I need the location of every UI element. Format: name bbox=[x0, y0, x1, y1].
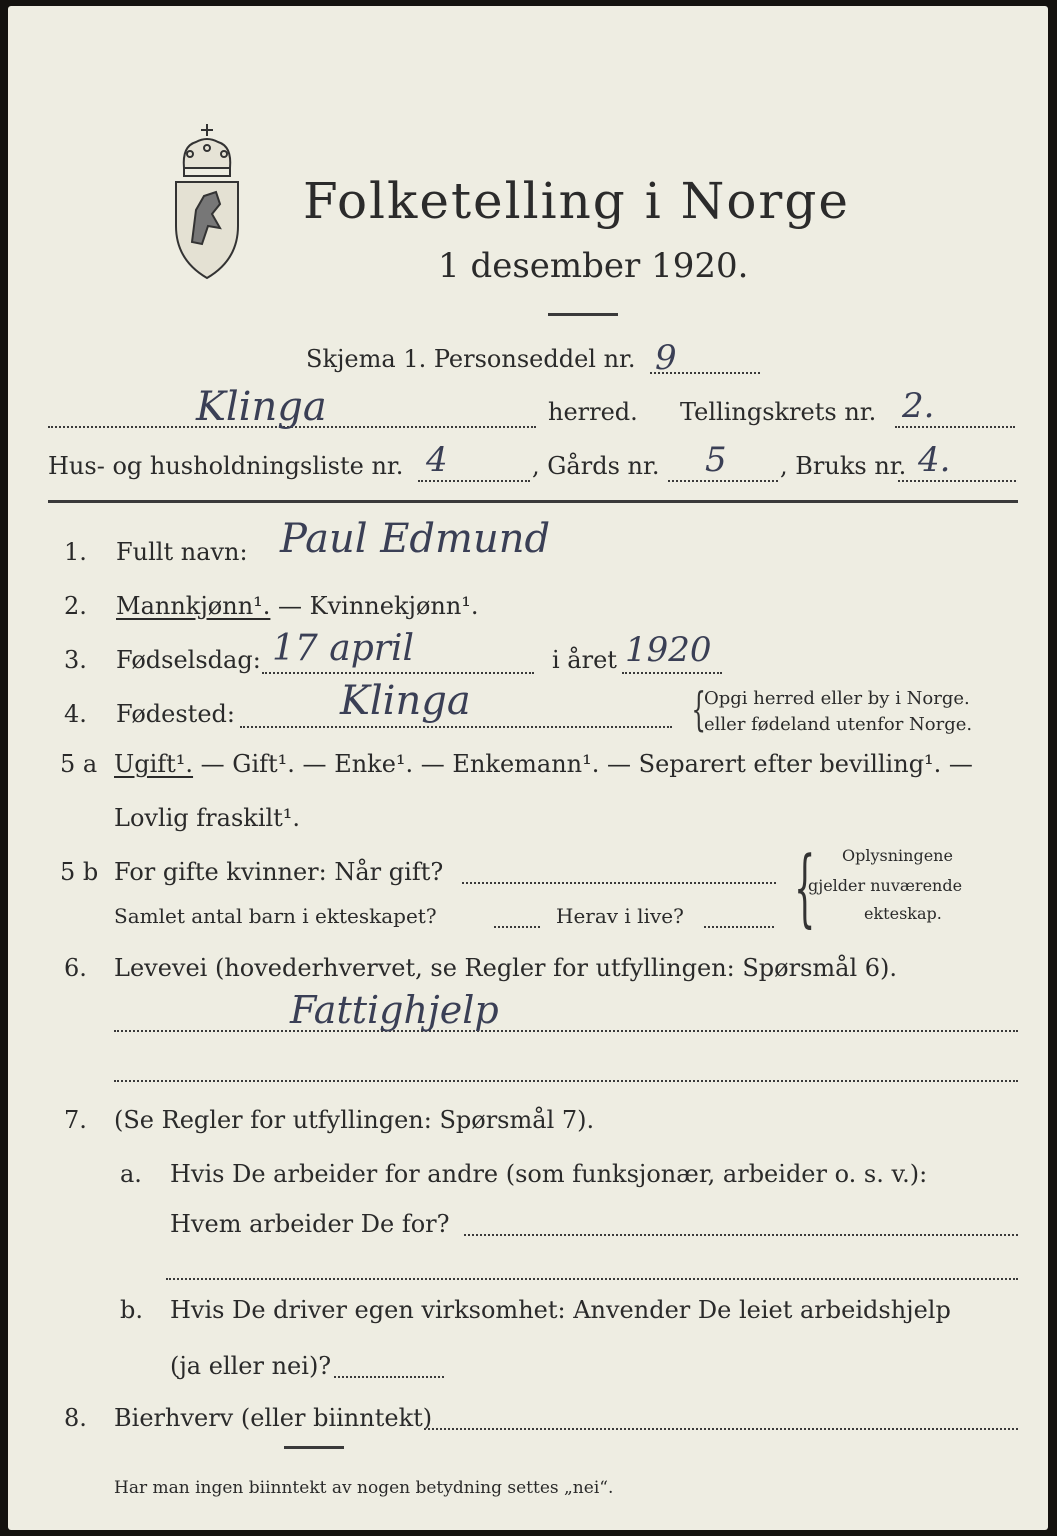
q5b-label: For gifte kvinner: Når gift? bbox=[114, 858, 444, 886]
q5b-dotline bbox=[462, 882, 776, 884]
q5a-number: 5 a bbox=[60, 750, 98, 778]
footer-note: Har man ingen biinntekt av nogen betydning settes „nei“. bbox=[114, 1478, 614, 1498]
q7a-text: Hvis De arbeider for andre (som funksjonær, arbeider o. s. v.): bbox=[170, 1160, 928, 1188]
q4-brace-icon: { bbox=[691, 682, 706, 736]
q5b-barn-dotline bbox=[494, 926, 540, 928]
q7b-letter: b. bbox=[120, 1296, 143, 1324]
q7b-dotline bbox=[334, 1376, 444, 1378]
bruks-label: , Bruks nr. bbox=[780, 452, 907, 480]
q5b-live-dotline bbox=[704, 926, 774, 928]
form-date: 1 desember 1920. bbox=[438, 246, 749, 286]
q2-male-option: Mannkjønn¹. bbox=[116, 592, 271, 620]
q5b-number: 5 b bbox=[60, 858, 99, 886]
q4-note-line1: Opgi herred eller by i Norge. bbox=[704, 688, 970, 709]
gards-dotline bbox=[668, 480, 778, 482]
hus-dotline bbox=[418, 480, 530, 482]
hus-label: Hus- og husholdningsliste nr. bbox=[48, 452, 404, 480]
q5b-brace-icon: { bbox=[794, 838, 816, 936]
q6-value: Fattighjelp bbox=[290, 988, 499, 1032]
q3-dotline bbox=[262, 672, 534, 674]
skjema-number: 9 bbox=[655, 338, 677, 378]
tellingskrets-dotline bbox=[895, 426, 1015, 428]
q7b-text: Hvis De driver egen virksomhet: Anvender De leiet arbeidshjelp bbox=[170, 1296, 951, 1324]
q5b-line2-live: Herav i live? bbox=[556, 904, 684, 928]
q4-note-line2: eller fødeland utenfor Norge. bbox=[704, 714, 973, 735]
q4-dotline bbox=[240, 726, 672, 728]
q8-number: 8. bbox=[64, 1404, 87, 1432]
q1-value: Paul Edmund bbox=[280, 516, 551, 562]
q6-number: 6. bbox=[64, 954, 87, 982]
q4-number: 4. bbox=[64, 700, 87, 728]
q5a-other-options: — Gift¹. — Enke¹. — Enkemann¹. — Separert efter bevilling¹. — bbox=[193, 750, 973, 778]
q7a-letter: a. bbox=[120, 1160, 142, 1188]
bruks-value: 4. bbox=[918, 440, 951, 480]
skjema-label: Skjema 1. Personseddel nr. bbox=[306, 345, 636, 373]
q2-female-option: Kvinnekjønn¹. bbox=[309, 592, 479, 620]
title-divider bbox=[548, 313, 618, 316]
q4-label: Fødested: bbox=[116, 700, 235, 728]
q3-year-dotline bbox=[622, 672, 722, 674]
q6-dotline-1 bbox=[114, 1030, 1018, 1032]
q2-separator: — bbox=[270, 592, 310, 620]
q4-value: Klinga bbox=[340, 678, 471, 724]
q7a-dotline-1 bbox=[464, 1234, 1018, 1236]
q6-label: Levevei (hovederhvervet, se Regler for utfyllingen: Spørsmål 6). bbox=[114, 954, 898, 982]
tellingskrets-label: Tellingskrets nr. bbox=[680, 398, 877, 426]
q6-dotline-2 bbox=[114, 1080, 1018, 1082]
header-rule bbox=[48, 500, 1018, 503]
q8-dotline bbox=[424, 1428, 1018, 1430]
tellingskrets-value: 2. bbox=[902, 386, 935, 426]
q3-label: Fødselsdag: bbox=[116, 646, 261, 674]
q7-label: (Se Regler for utfyllingen: Spørsmål 7). bbox=[114, 1106, 595, 1134]
q7-number: 7. bbox=[64, 1106, 87, 1134]
q5b-note-line3: ekteskap. bbox=[864, 904, 942, 923]
q3-year-label: i året bbox=[552, 646, 617, 674]
q1-number: 1. bbox=[64, 538, 87, 566]
q5b-line2-barn: Samlet antal barn i ekteskapet? bbox=[114, 904, 437, 928]
herred-value: Klinga bbox=[196, 384, 327, 430]
herred-label: herred. bbox=[548, 398, 638, 426]
q5a-ugift-option: Ugift¹. bbox=[114, 750, 194, 778]
q8-label: Bierhverv (eller biinntekt) bbox=[114, 1404, 433, 1432]
q3-year-value: 1920 bbox=[625, 630, 712, 670]
footer-divider bbox=[284, 1446, 344, 1449]
gards-value: 5 bbox=[705, 440, 727, 480]
bruks-dotline bbox=[898, 480, 1016, 482]
q5a-line2: Lovlig fraskilt¹. bbox=[114, 804, 301, 832]
q5b-note-line1: Oplysningene bbox=[842, 846, 953, 865]
form-title: Folketelling i Norge bbox=[303, 172, 850, 230]
q3-number: 3. bbox=[64, 646, 87, 674]
q2-options bbox=[116, 592, 479, 620]
q2-number: 2. bbox=[64, 592, 87, 620]
q5b-note-line2: gjelder nuværende bbox=[808, 876, 963, 895]
hus-value: 4 bbox=[426, 440, 448, 480]
q7a-dotline-2 bbox=[166, 1278, 1018, 1280]
q5a-options bbox=[114, 750, 973, 778]
coat-of-arms-icon bbox=[168, 122, 246, 282]
q1-label: Fullt navn: bbox=[116, 538, 248, 566]
q7a-line2: Hvem arbeider De for? bbox=[170, 1210, 450, 1238]
gards-label: , Gårds nr. bbox=[532, 452, 660, 480]
q3-value: 17 april bbox=[272, 628, 414, 669]
q7b-line2: (ja eller nei)? bbox=[170, 1352, 332, 1380]
